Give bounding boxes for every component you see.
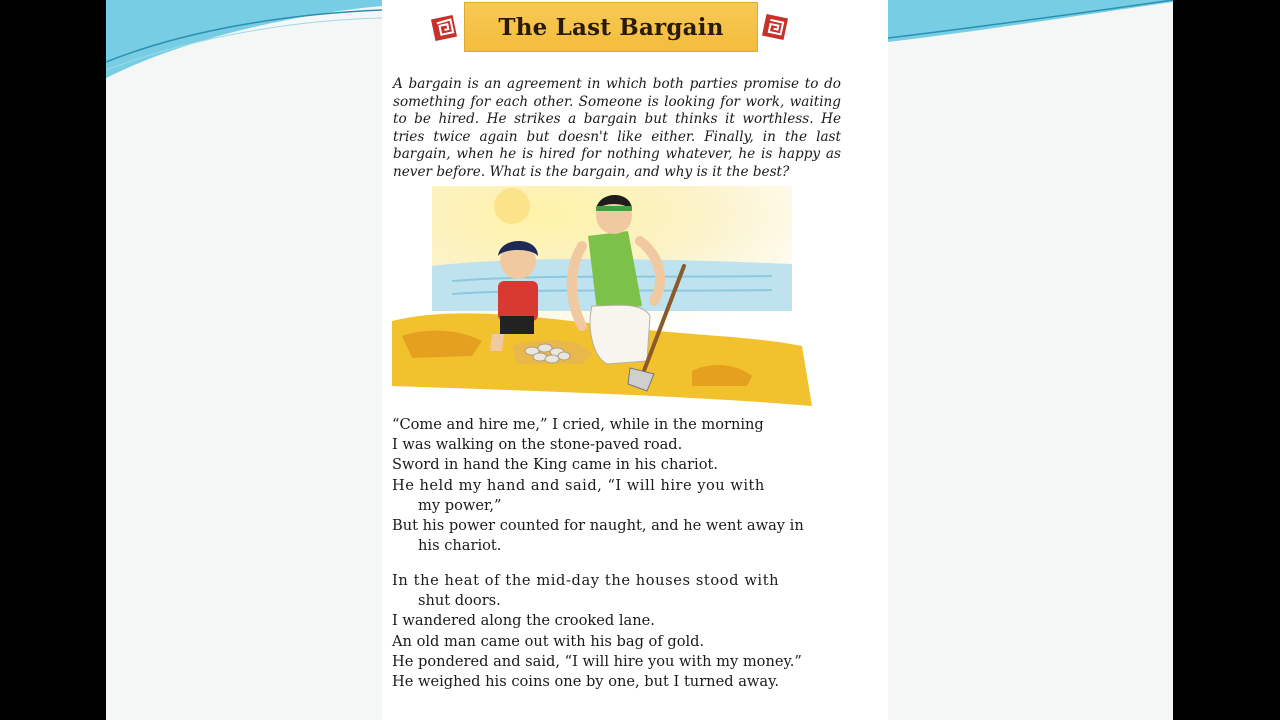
textbook-page <box>382 0 888 720</box>
spiral-ornament-icon <box>760 12 790 42</box>
poem-line: An old man came out with his bag of gold. <box>392 632 705 650</box>
beach-illustration <box>392 186 822 416</box>
poem-line-continuation: shut doors. <box>418 592 501 610</box>
poem-line: I wandered along the crooked lane. <box>392 612 655 630</box>
poem-line-continuation: my power,” <box>418 496 502 514</box>
introduction-text: A bargain is an agreement in which both parties promise to do something for each other. Someone is looking for work, waiting to be hired. He strikes a bargain but thinks it worthless. He tries twice again but doesn't like either. Finally, in the last bargain, when he is hired for nothing whatever, he is happy as never before. What is the bargain, and why is it the best? <box>393 76 841 180</box>
poem-stanza-1 <box>392 415 847 556</box>
slide-decoration-right <box>888 0 1173 50</box>
poem-line: “Come and hire me,” I cried, while in the morning <box>392 416 764 433</box>
spiral-ornament-icon <box>430 12 460 42</box>
title-banner <box>464 2 758 52</box>
poem-line: Sword in hand the King came in his chariot. <box>392 456 719 474</box>
slide-decoration-left <box>106 0 382 90</box>
poem-line: I was walking on the stone-paved road. <box>392 436 683 454</box>
page-title: The Last Bargain <box>498 13 724 41</box>
poem-stanza-2 <box>392 571 847 692</box>
presentation-slide <box>106 0 1173 720</box>
poem-line: He weighed his coins one by one, but I turned away. <box>392 673 780 691</box>
poem-line: In the heat of the mid-day the houses stood with <box>392 572 780 589</box>
poem-line: He held my hand and said, “I will hire you with <box>392 476 765 494</box>
poem-line: But his power counted for naught, and he went away in <box>392 517 804 535</box>
poem-line: He pondered and said, “I will hire you with my money.” <box>392 652 802 670</box>
poem-line-continuation: his chariot. <box>418 537 502 555</box>
